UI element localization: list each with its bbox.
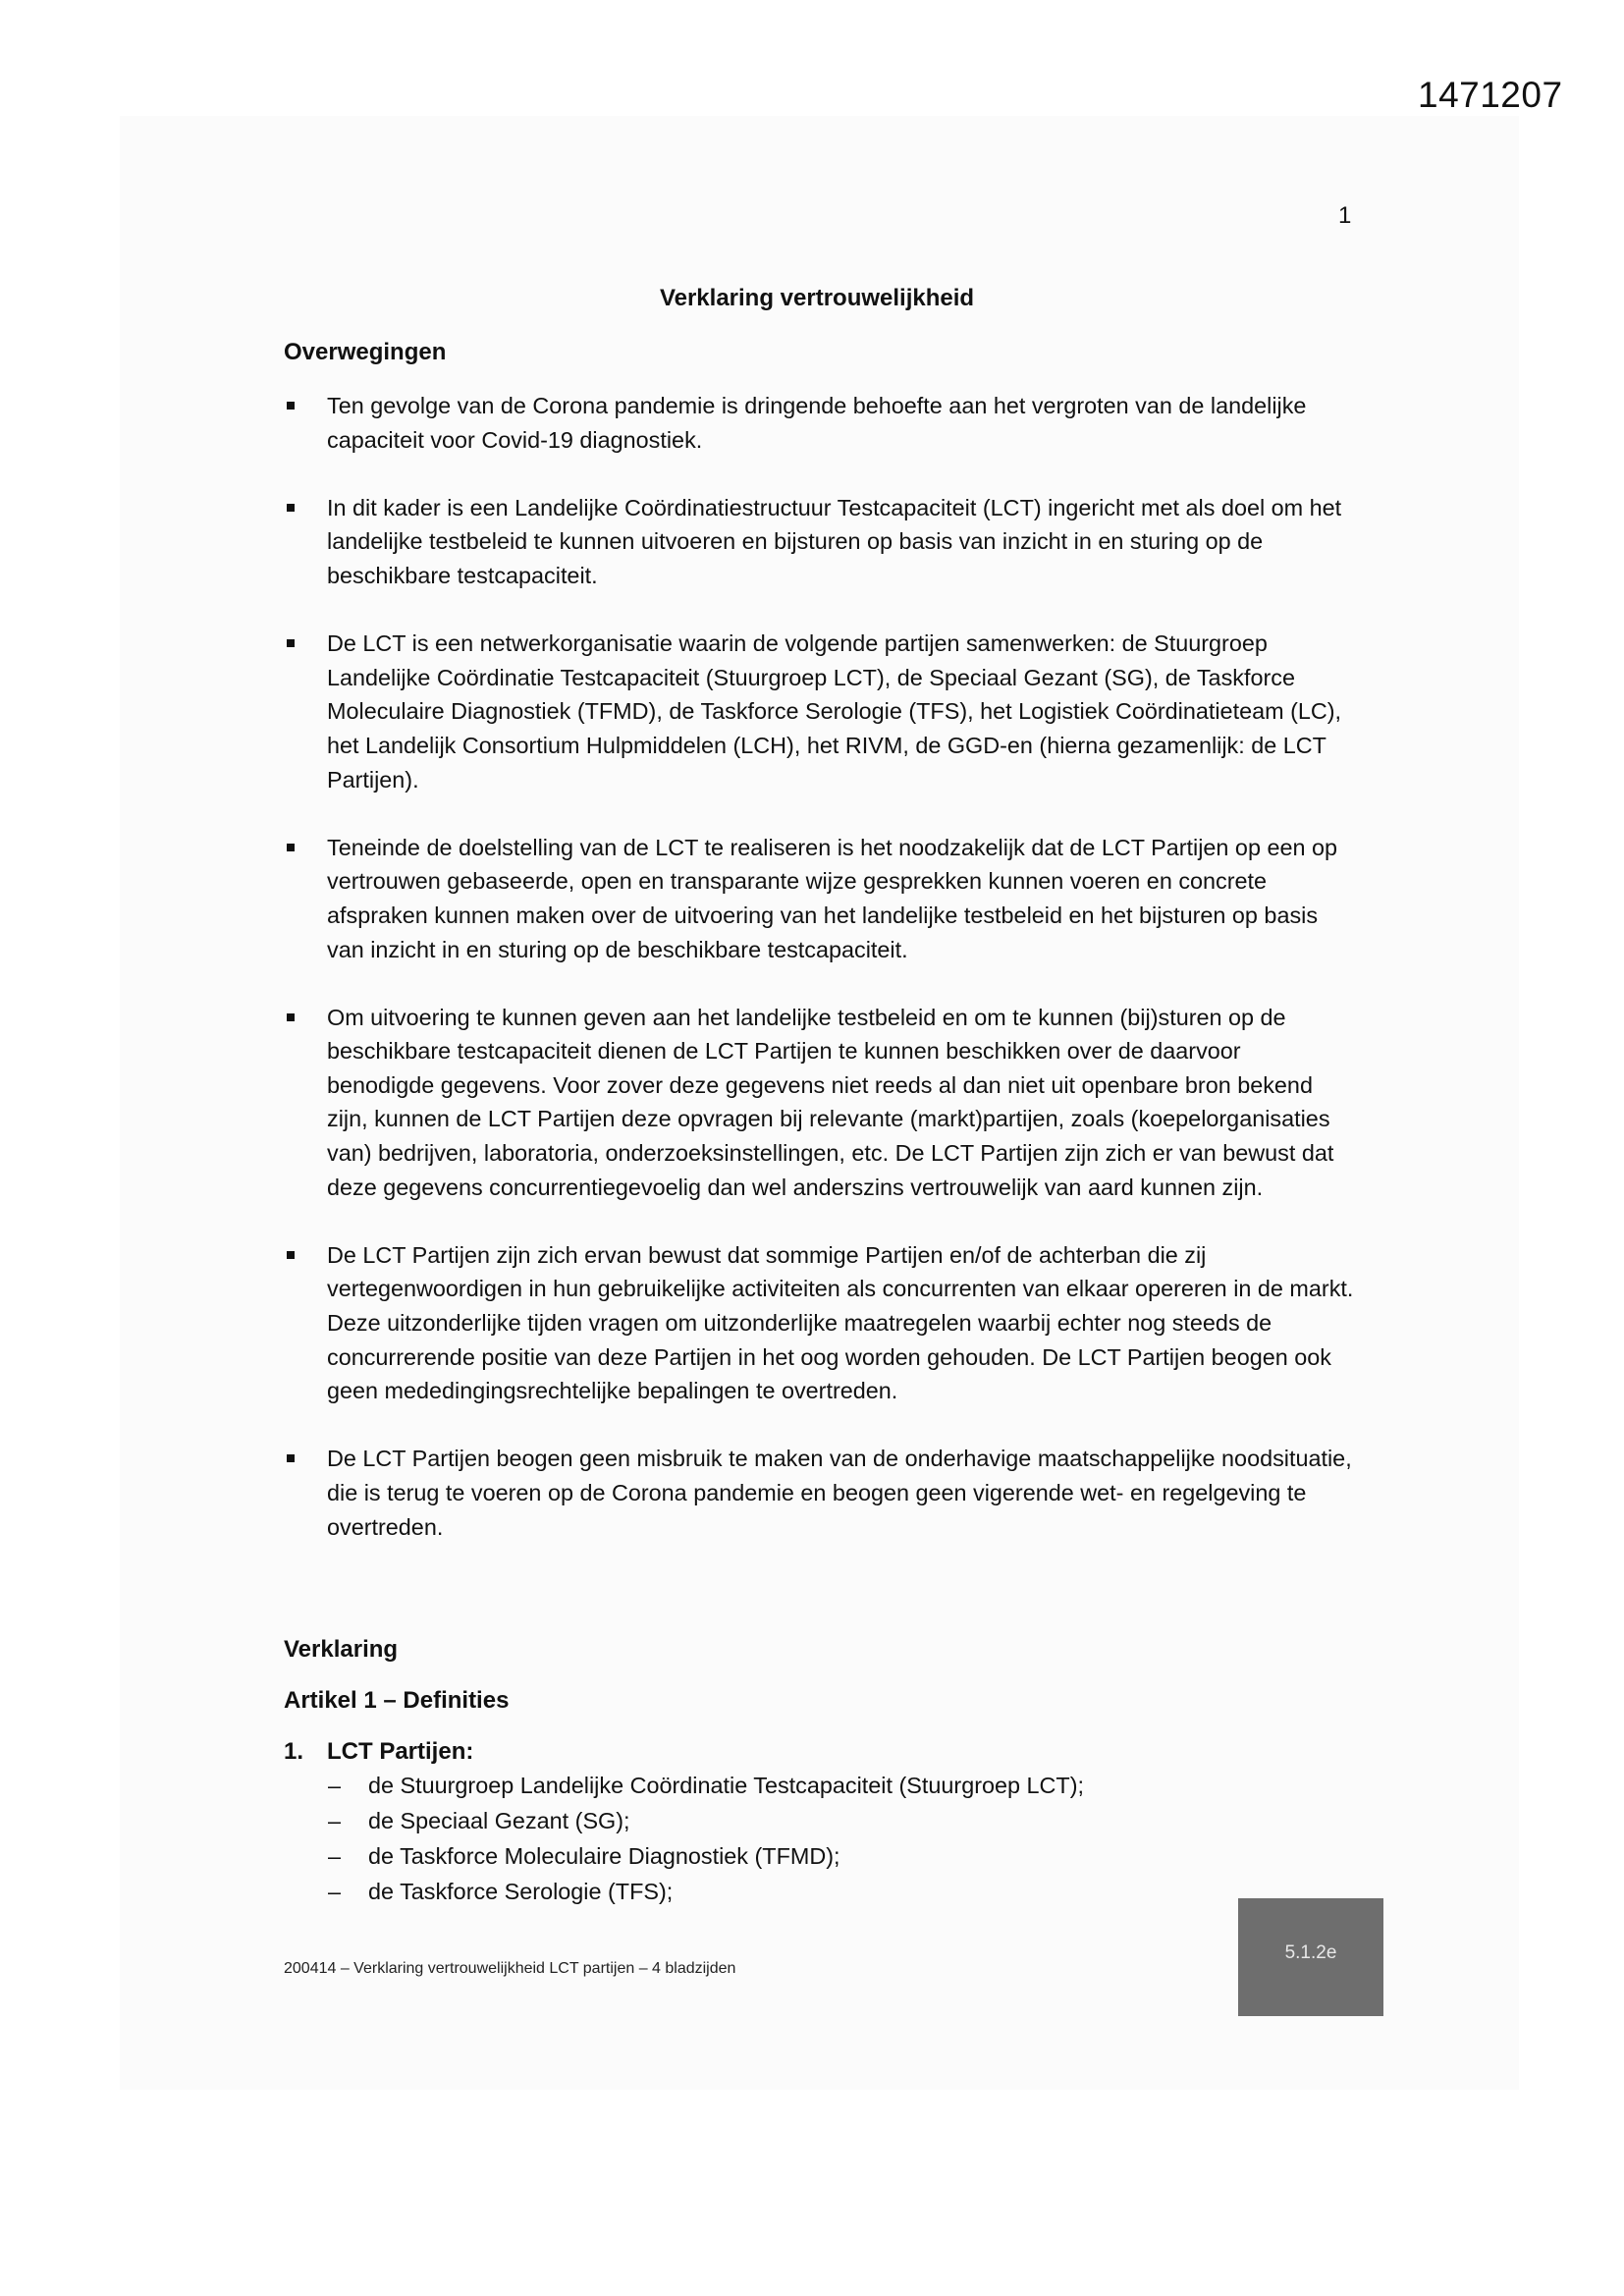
bullet-text: In dit kader is een Landelijke Coördinatiestructuur Testcapaciteit (LCT) ingericht met als doel om het landelijke testbeleid te kunnen uitvoeren en bijsturen op basis van inzicht in en sturing op de beschikbare testcapaciteit. [327,494,1342,588]
dash-icon: – [328,1808,342,1833]
document-title: Verklaring vertrouwelijkheid [659,285,975,311]
definition-items [284,1768,1364,1909]
definition-number: 1. [284,1738,304,1765]
bullet-text: De LCT Partijen beogen geen misbruik te maken van de onderhavige maatschappelijke noodsituatie, die is terug te voeren op de Corona pandemie en beogen geen vigerende wet- en regelgeving te overtreden. [327,1446,1352,1540]
list-item [284,1803,1364,1838]
bullet-text: Om uitvoering te kunnen geven aan het landelijke testbeleid en om te kunnen (bij)sturen op de beschikbare testcapaciteit dienen de LCT Partijen te kunnen beschikken over de daarvoor benodigde gegevens. Voor zover deze gegevens niet reeds al dan niet uit openbare bron bekend zijn, kunnen de LCT Partijen deze opvragen bij relevante (markt)partijen, zoals (koepelorganisaties van) bedrijven, laboratoria, onderzoeksinstellingen, etc. De LCT Partijen zijn zich er van bewust dat deze gegevens concurrentiegevoelig dan wel anderszins vertrouwelijk van aard kunnen zijn. [327,1004,1334,1200]
dash-icon: – [328,1843,342,1869]
bullet-icon [287,844,295,851]
list-item [284,1874,1364,1909]
definitions [284,1738,1364,1909]
list-item [284,1442,1354,1544]
definition-term [284,1738,1364,1766]
overwegingen-list [284,389,1354,1578]
bullet-icon [287,402,295,410]
bullet-icon [287,1454,295,1462]
bullet-icon [287,1013,295,1021]
dash-icon: – [328,1879,342,1904]
definition-item-text: de Taskforce Serologie (TFS); [368,1879,674,1904]
list-item [284,389,1354,457]
list-item [284,1838,1364,1874]
list-item [284,1238,1354,1408]
page-number: 1 [1338,202,1352,229]
stamp-label: 5.1.2e [1284,1942,1337,1963]
bullet-text: De LCT is een netwerkorganisatie waarin de volgende partijen samenwerken: de Stuurgroep Landelijke Coördinatie Testcapaciteit (Stuurgroep LCT), de Speciaal Gezant (SG), de Taskforce Moleculaire Diagnostiek (TFMD), de Taskforce Serologie (TFS), het Logistiek Coördinatieteam (LC), het Landelijk Consortium Hulpmiddelen (LCH), het RIVM, de GGD-en (hierna gezamenlijk: de LCT Partijen). [327,630,1342,793]
definition-item-text: de Taskforce Moleculaire Diagnostiek (TFMD); [368,1843,840,1869]
bullet-text: Teneinde de doelstelling van de LCT te realiseren is het noodzakelijk dat de LCT Partijen op een op vertrouwen gebaseerde, open en transparante wijze gesprekken kunnen voeren en concrete afspraken kunnen maken over de uitvoering van het landelijke testbeleid en het bijsturen op basis van inzicht in en sturing op de beschikbare testcapaciteit. [327,834,1337,962]
bullet-icon [287,1251,295,1259]
dash-icon: – [328,1773,342,1798]
definition-term-label: LCT Partijen: [327,1738,474,1765]
list-item [284,627,1354,796]
list-item [284,491,1354,593]
definition-item-text: de Stuurgroep Landelijke Coördinatie Testcapaciteit (Stuurgroep LCT); [368,1773,1084,1798]
bullet-icon [287,639,295,647]
list-item [284,1768,1364,1803]
page-footer: 200414 – Verklaring vertrouwelijkheid LCT partijen – 4 bladzijden [284,1960,736,1977]
definition-item-text: de Speciaal Gezant (SG); [368,1808,630,1833]
redaction-stamp [1238,1898,1383,2016]
verklaring-heading: Verklaring [284,1636,399,1663]
bullet-icon [287,504,295,512]
document-number: 1471207 [1418,75,1563,115]
list-item [284,831,1354,966]
article-heading: Artikel 1 – Definities [284,1687,510,1714]
bullet-text: De LCT Partijen zijn zich ervan bewust dat sommige Partijen en/of de achterban die zij vertegenwoordigen in hun gebruikelijke activiteiten als concurrenten van elkaar opereren in de markt. Deze uitzonderlijke tijden vragen om uitzonderlijke maatregelen waarbij echter nog steeds de concurrerende positie van deze Partijen in het oog worden gehouden. De LCT Partijen beogen ook geen mededingingsrechtelijke bepalingen te overtreden. [327,1241,1354,1404]
overwegingen-heading: Overwegingen [284,339,447,365]
bullet-text: Ten gevolge van de Corona pandemie is dringende behoefte aan het vergroten van de landelijke capaciteit voor Covid-19 diagnostiek. [327,393,1307,453]
list-item [284,1001,1354,1205]
